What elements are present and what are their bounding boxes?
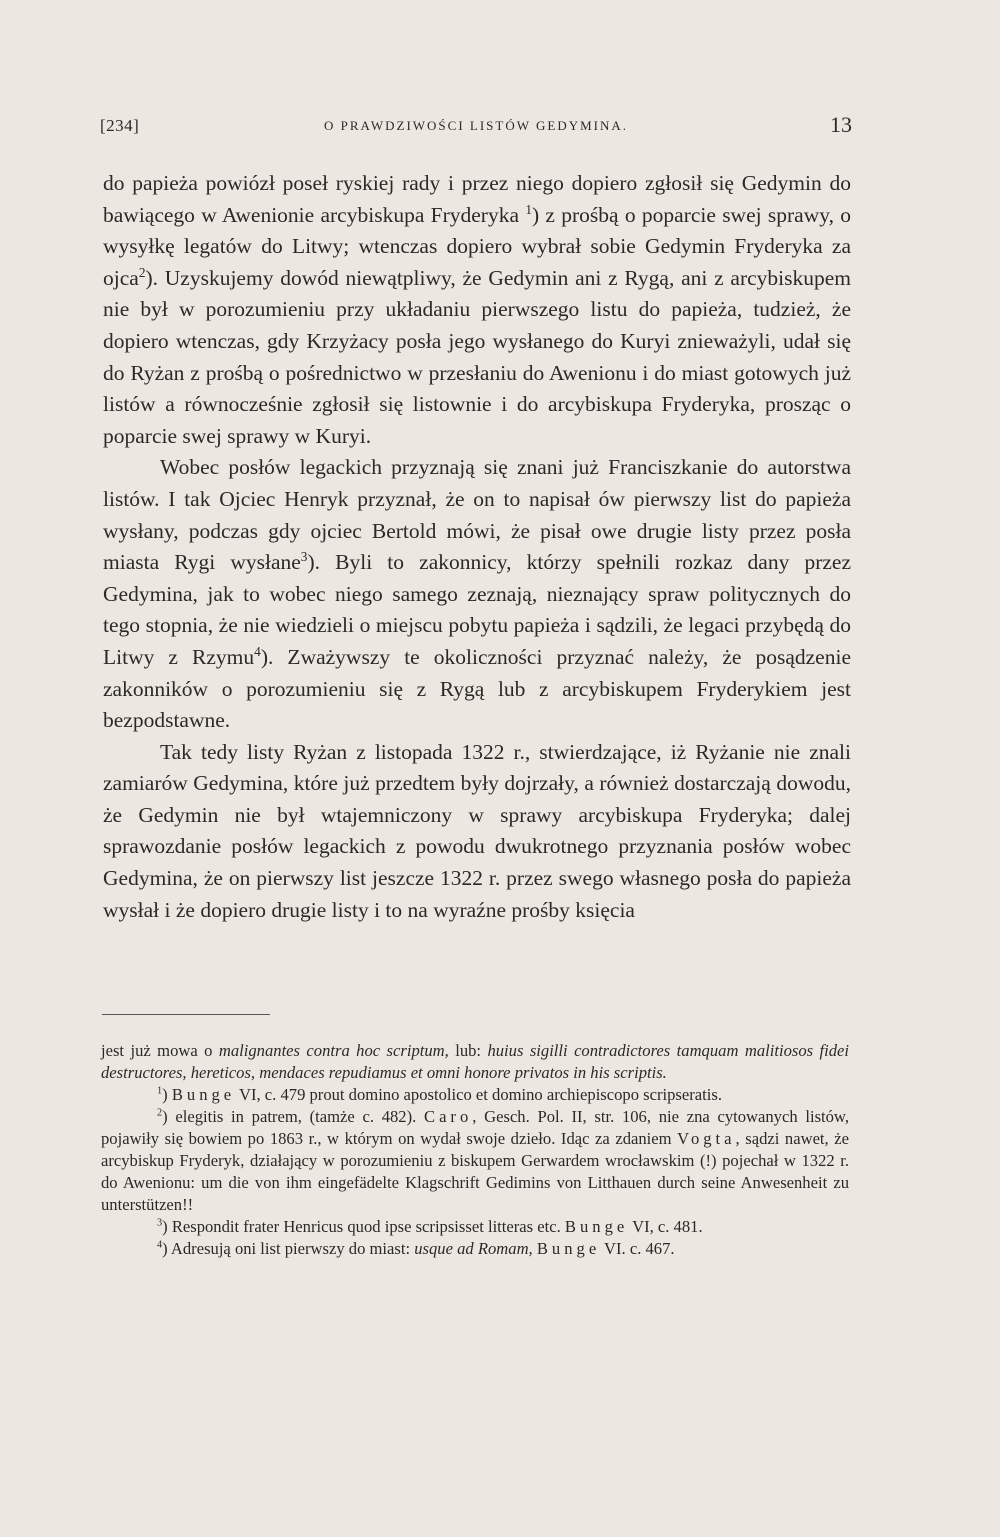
footnote-continuation [101,1040,849,1084]
latin-quote-2: huius sigilli contradictores tamquam malitiosos fidei destructores, hereticos, mendaces repudiamus et omni honore privatos in his scriptis. [101,1041,849,1082]
footnote-ref-3: 3 [300,548,308,564]
page-number: 13 [830,112,852,137]
footnote-ref-4: 4 [254,643,261,659]
footnote-2-text-a: ) elegitis in patrem, (tamże c. 482). [162,1107,424,1126]
footnote-continuation-text: jest już mowa o [101,1041,219,1060]
footnote-2-mark: 2 [157,1107,163,1119]
latin-quote-3: usque ad Romam, [414,1239,533,1258]
footnote-1-text: VI, c. 479 prout domino apostolico et domino archiepiscopo scripseratis. [235,1085,722,1104]
paragraph-2 [103,452,851,736]
page-reference: [234] [100,116,140,135]
footnote-1 [101,1084,849,1106]
footnote-3-citation: VI, c. 481. [628,1217,703,1236]
paragraph-1-part-c: ). Uzyskujemy dowód niewątpliwy, że Gedymin ani z Rygą, ani z arcybiskupem nie był w porozumieniu przy układaniu pierwszego listu do papieża, tudzież, że dopiero wtenczas, gdy Krzyżacy posła jego wysłanego do Kuryi znieważyli, udał się do Ryżan z prośbą o pośrednictwo w przesłaniu do Awenionu i do miast gotowych już listów a równocześnie zgłosił się listownie i do arcybiskupa Fryderyka, prosząc o poparcie swej sprawy w Kuryi. [103,265,851,448]
footnote-ref-2: 2 [138,264,146,280]
paragraph-1 [103,168,851,452]
paragraph-2-part-a: Wobec posłów legackich przyznają się znani już Franciszkanie do autorstwa listów. I tak Ojciec Henryk przyznał, że on to napisał ów pierwszy list do papieża wysłany, podczas gdy ojciec Bertold mówi, że pisał owe drugie listy przez posła miasta Rygi wysłane [103,455,851,575]
footnote-1-mark: 1 [157,1085,163,1097]
paragraph-2-part-c: ). Zważywszy te okoliczności przyznać należy, że posądzenie zakonników o porozumieniu się z Rygą lub z arcybiskupem Fryderykiem jest bezpodstawne. [103,644,851,733]
paragraph-1-part-a: do papieża powiózł poseł ryskiej rady i przez niego dopiero zgłosił się Gedymin do bawiącego w Awenionie arcybiskupa Fryderyka [103,171,851,227]
footnote-4-citation: VI. c. 467. [600,1239,675,1258]
footnote-4 [101,1238,849,1260]
author-name: Bunge [171,1085,236,1104]
author-name: Bunge [564,1217,629,1236]
footnote-1-bracket: ) [162,1085,172,1104]
footnote-continuation-connector: lub: [448,1041,488,1060]
paragraph-2-part-b: ). Byli to zakonnicy, którzy spełnili rozkaz dany przez Gedymina, jak to wobec niego samego zeznają, nieznający spraw politycznych do tego stopnia, że nie wiedzieli o miejscu pobytu papieża i sądzili, że legaci przybędą do Litwy z Rzymu [103,550,851,669]
author-name: Caro [424,1107,473,1126]
footnote-4-mark: 4 [157,1239,163,1251]
running-title: O PRAWDZIWOŚCI LISTÓW GEDYMINA. [323,118,629,133]
footnote-3-mark: 3 [157,1217,163,1229]
running-header [100,112,852,142]
paragraph-3: Tak tedy listy Ryżan z listopada 1322 r., stwierdzające, iż Ryżanie nie znali zamiarów Gedymina, które już przedtem były dojrzały, a również dostarczają dowodu, że Gedymin nie był wtajemniczony w sprawy arcybiskupa Fryderyka; dalej sprawozdanie posłów legackich z powodu dwukrotnego przyznania posłów wobec Gedymina, że on pierwszy list jeszcze 1322 r. przez swego własnego posła do papieża wysłał i że dopiero drugie listy i to na wyraźne prośby księcia [103,739,851,922]
footnotes [101,1040,849,1260]
footnote-2 [101,1106,849,1216]
latin-quote-1: malignantes contra hoc scriptum, [218,1041,449,1060]
main-text [103,168,851,926]
footnote-4-text: ) Adresują oni list pierwszy do miast: [162,1239,415,1258]
footnote-separator [102,1014,270,1015]
footnote-2-text-c: , sądzi nawet, że arcybiskup Fryderyk, działający w porozumieniu z biskupem Gerwardem wrocławskim (!) pojechał w 1322 r. do Awenionu: um die von ihm eingefädelte Klagschrift Gedimins von Litthauen durch seine Anwesenheit zu unterstützen!! [101,1129,849,1214]
footnote-3 [101,1216,849,1238]
paragraph-1-part-b: ) z prośbą o poparcie swej sprawy, o wysyłkę legatów do Litwy; wtenczas dopiero wybrał sobie Gedymin Fryderyka za ojca [103,202,851,290]
author-name: Vogta [677,1129,736,1148]
footnote-3-text: ) Respondit frater Henricus quod ipse scripsisset litteras etc. [162,1217,565,1236]
footnote-2-text-b: , Gesch. Pol. II, str. 106, nie zna cytowanych listów, pojawiły się bowiem po 1863 r., w którym on wydał swoje dzieło. Idąc za zdaniem [101,1107,849,1148]
author-name: Bunge [536,1239,601,1258]
footnote-ref-1: 1 [525,201,532,217]
